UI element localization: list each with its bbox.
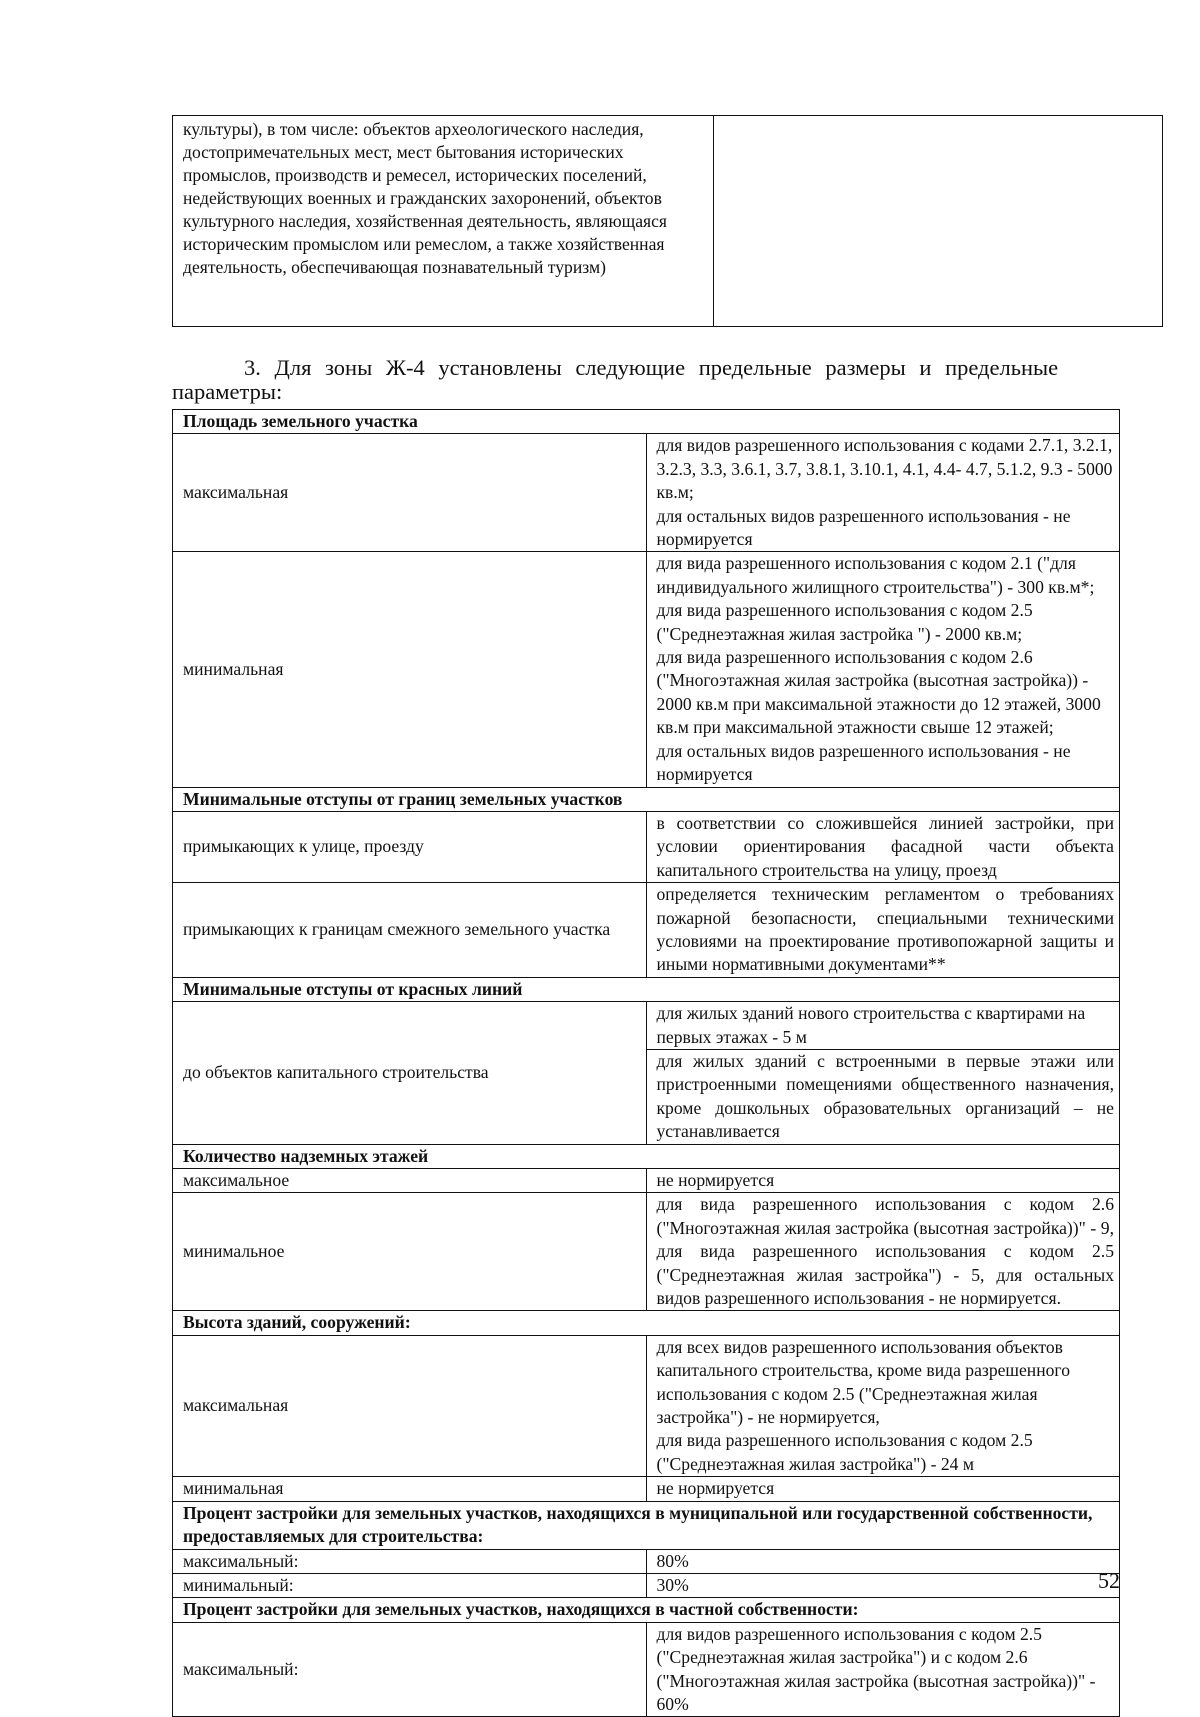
- row-label: максимальный:: [173, 1549, 647, 1573]
- row-value: определяется техническим регламентом о требованиях пожарной безопасности, специальными техническими условиями на проектирование противопожарной защиты и иными нормативными документами**: [646, 883, 1120, 978]
- continuation-right-cell: [714, 116, 1163, 327]
- row-label: максимальное: [173, 1169, 647, 1193]
- row-label: максимальная: [173, 434, 647, 552]
- table-row: [173, 552, 1120, 787]
- section-header-row: [173, 977, 1120, 1001]
- section-title-setbacks-red-lines: Минимальные отступы от красных линий: [173, 977, 1120, 1001]
- row-value: для жилых зданий нового строительства с квартирами на первых этажах - 5 м: [646, 1002, 1120, 1050]
- table-row: [173, 1477, 1120, 1501]
- table-row: [173, 116, 1163, 327]
- section-paragraph: [172, 356, 1120, 404]
- paragraph-line-2: параметры:: [172, 379, 283, 404]
- row-value: не нормируется: [646, 1169, 1120, 1193]
- row-value: в соответствии со сложившейся линией застройки, при условии ориентирования фасадной части объекта капитального строительства на улицу, проезд: [646, 811, 1120, 882]
- row-value: для всех видов разрешенного использования объектов капитального строительства, кроме вида разрешенного использования с кодом 2.5 ("Среднеэтажная жилая застройка") - не нормируется, для вида разрешенного использования с кодом 2.5 ("Среднеэтажная жилая застройка") - 24 м: [646, 1335, 1120, 1476]
- row-value: для жилых зданий с встроенными в первые этажи или пристроенными помещениями общественного назначения, кроме дошкольных образовательных организаций – не устанавливается: [646, 1049, 1120, 1144]
- table-row: [173, 811, 1120, 882]
- row-label: до объектов капитального строительства: [173, 1002, 647, 1144]
- table-row: [173, 883, 1120, 978]
- row-value: 80%: [646, 1549, 1120, 1573]
- section-title-coverage-private: Процент застройки для земельных участков, находящихся в частной собственности:: [173, 1598, 1120, 1622]
- section-title-coverage-public: Процент застройки для земельных участков, находящихся в муниципальной или государственной собственности, предоставляемых для строительства:: [173, 1501, 1120, 1549]
- table-row: [173, 1335, 1120, 1476]
- row-value: 30%: [646, 1573, 1120, 1597]
- section-header-row: [173, 1311, 1120, 1335]
- section-header-row: [173, 1144, 1120, 1168]
- section-title-setbacks-boundaries: Минимальные отступы от границ земельных участков: [173, 787, 1120, 811]
- row-label: минимальная: [173, 552, 647, 787]
- table-row: [173, 1193, 1120, 1311]
- row-value: для вида разрешенного использования с кодом 2.1 ("для индивидуального жилищного строительства") - 300 кв.м*; для вида разрешенного использования с кодом 2.5 ("Среднеэтажная жилая застройка ") - 2000 кв.м; для вида разрешенного использования с кодом 2.6 ("Многоэтажная жилая застройка (высотная застройка)) - 2000 кв.м при максимальной этажности до 12 этажей, 3000 кв.м при максимальной этажности свыше 12 этажей; для остальных видов разрешенного использования - не нормируется: [646, 552, 1120, 787]
- table-row: [173, 1002, 1120, 1050]
- row-label: максимальная: [173, 1335, 647, 1476]
- row-value: для видов разрешенного использования с кодом 2.5 ("Среднеэтажная жилая застройка") и с кодом 2.6 ("Многоэтажная жилая застройка (высотная застройка))" - 60%: [646, 1622, 1120, 1717]
- row-label: минимальное: [173, 1193, 647, 1311]
- section-title-floors: Количество надземных этажей: [173, 1144, 1120, 1168]
- row-label: минимальная: [173, 1477, 647, 1501]
- table-row: [173, 1169, 1120, 1193]
- row-label: примыкающих к улице, проезду: [173, 811, 647, 882]
- parameters-table: [172, 409, 1120, 1717]
- paragraph-line-1: 3. Для зоны Ж-4 установлены следующие предельные размеры и предельные: [244, 355, 1059, 380]
- row-value: для видов разрешенного использования с кодами 2.7.1, 3.2.1, 3.2.3, 3.3, 3.6.1, 3.7, 3.8.1, 3.10.1, 4.1, 4.4- 4.7, 5.1.2, 9.3 - 5000 кв.м; для остальных видов разрешенного использования - не нормируется: [646, 434, 1120, 552]
- section-title-land-area: Площадь земельного участка: [173, 410, 1120, 434]
- table-row: [173, 434, 1120, 552]
- page-number: 52: [1098, 1568, 1120, 1593]
- section-title-height: Высота зданий, сооружений:: [173, 1311, 1120, 1335]
- section-header-row: [173, 1598, 1120, 1622]
- row-label: минимальный:: [173, 1573, 647, 1597]
- row-label: примыкающих к границам смежного земельного участка: [173, 883, 647, 978]
- table-row: [173, 1622, 1120, 1717]
- row-value: не нормируется: [646, 1477, 1120, 1501]
- table-row: [173, 1573, 1120, 1597]
- row-value: для вида разрешенного использования с кодом 2.6 ("Многоэтажная жилая застройка (высотная застройка))" - 9, для вида разрешенного использования с кодом 2.5 ("Среднеэтажная жилая застройка") - 5, для остальных видов разрешенного использования - не нормируется.: [646, 1193, 1120, 1311]
- section-header-row: [173, 1501, 1120, 1549]
- section-header-row: [173, 410, 1120, 434]
- table-row: [173, 1549, 1120, 1573]
- continuation-left-cell: культуры), в том числе: объектов археологического наследия, достопримечательных мест, мест бытования исторических промыслов, производств и ремесел, исторических поселений, недействующих военных и гражданских захоронений, объектов культурного наследия, хозяйственная деятельность, являющаяся историческим промыслом или ремеслом, а также хозяйственная деятельность, обеспечивающая познавательный туризм): [173, 116, 714, 327]
- continuation-table: [172, 115, 1163, 327]
- section-header-row: [173, 787, 1120, 811]
- row-label: максимальный:: [173, 1622, 647, 1717]
